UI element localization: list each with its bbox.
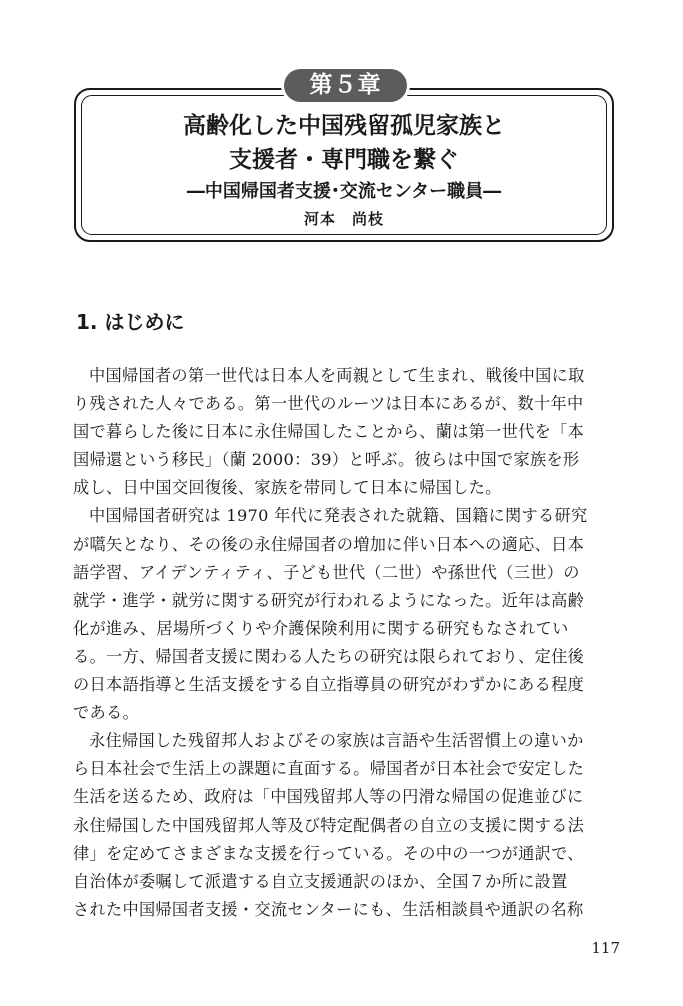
chapter-title-line-2: 支援者・専門職を繋ぐ bbox=[229, 147, 459, 173]
chapter-subtitle: ―中国帰国者支援･交流センター職員― bbox=[186, 181, 502, 202]
body-line: である。 bbox=[73, 703, 139, 723]
body-line: る。一方、帰国者支援に関わる人たちの研究は限られており、定住後 bbox=[73, 646, 585, 666]
body-line: 律」を定めてさまざまな支援を行っている。その中の一つが通訳で、 bbox=[73, 843, 584, 863]
body-line: の日本語指導と生活支援をする自立指導員の研究がわずかにある程度 bbox=[73, 675, 585, 695]
body-line: 化が進み、居場所づくりや介護保険利用に関する研究もなされてい bbox=[73, 618, 569, 638]
body-line: 永住帰国した中国残留邦人等及び特定配偶者の自立の支援に関する法 bbox=[73, 815, 585, 835]
body-line: された中国帰国者支援・交流センターにも、生活相談員や通訳の名称 bbox=[73, 899, 584, 919]
chapter-title-line-1: 高齢化した中国残留孤児家族と bbox=[183, 113, 505, 139]
body-line: り残された人々である。第一世代のルーツは日本にあるが、数十年中 bbox=[73, 394, 584, 414]
body-line: 国帰還という移民」（蘭 2000：39）と呼ぶ。彼らは中国で家族を形 bbox=[73, 450, 580, 470]
page-number: 117 bbox=[591, 939, 620, 957]
body-text bbox=[73, 362, 623, 924]
body-line: 永住帰国した残留邦人およびその家族は言語や生活習慣上の違いか bbox=[89, 731, 584, 751]
body-line: が嚆矢となり、その後の永住帰国者の増加に伴い日本への適応、日本 bbox=[73, 534, 585, 554]
body-line: 語学習、アイデンティティ、子ども世代（二世）や孫世代（三世）の bbox=[73, 562, 580, 582]
chapter-author: 河本 尚枝 bbox=[303, 210, 384, 228]
body-line: 生活を送るため、政府は「中国残留邦人等の円滑な帰国の促進並びに bbox=[73, 787, 584, 807]
chapter-label: 第５章 bbox=[284, 69, 407, 102]
body-line: 国で暮らした後に日本に永住帰国したことから、蘭は第一世代を「本 bbox=[73, 422, 585, 442]
body-line: 中国帰国者の第一世代は日本人を両親として生まれ、戦後中国に取 bbox=[89, 366, 585, 385]
body-line: 自治体が委嘱して派遣する自立支援通訳のほか、全国７か所に設置 bbox=[73, 871, 568, 891]
body-line: 中国帰国者研究は 1970 年代に発表された就籍、国籍に関する研究 bbox=[89, 506, 588, 526]
section-heading: 1. はじめに bbox=[76, 310, 185, 334]
body-line: ら日本社会で生活上の課題に直面する。帰国者が日本社会で安定した bbox=[73, 759, 585, 779]
body-line: 成し、日中国交回復後、家族を帯同して日本に帰国した。 bbox=[73, 478, 502, 498]
body-line: 就学・進学・就労に関する研究が行われるようになった。近年は高齢 bbox=[73, 590, 585, 610]
